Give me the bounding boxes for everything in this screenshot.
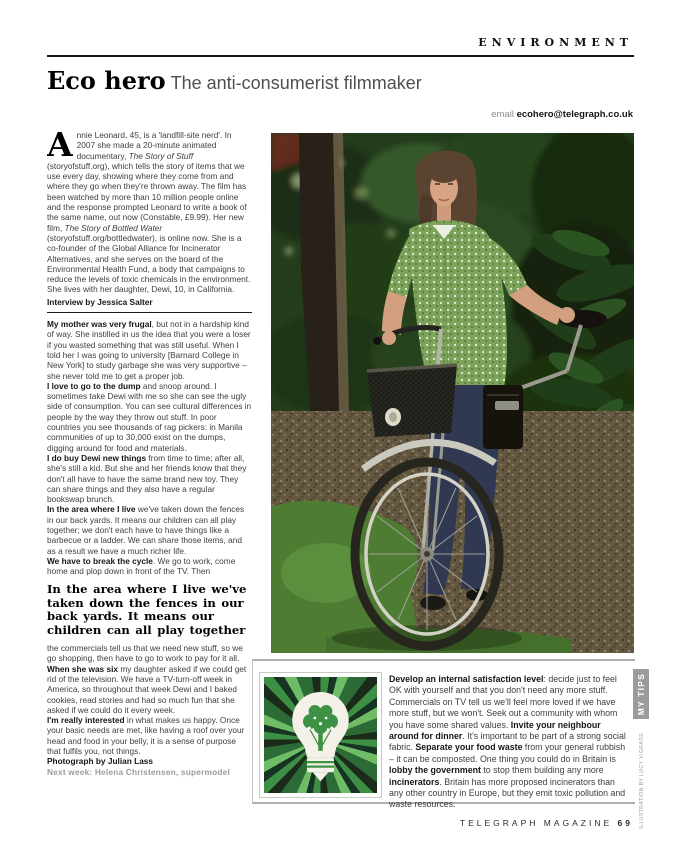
next-week-teaser: Next week: Helena Christensen, supermodel bbox=[47, 766, 230, 777]
magazine-name: TELEGRAPH MAGAZINE bbox=[459, 818, 613, 828]
pull-quote: In the area where I live we've taken down the fences in our back yards. It means our children can all play together bbox=[47, 582, 247, 637]
page-title: Eco hero bbox=[47, 66, 166, 95]
illustration-credit: ILLUSTRATION BY LUCY VIGRASS bbox=[639, 733, 645, 829]
interview-paragraph: When she was six my daughter asked if we could get rid of the television. We have a TV-turn-off week in America, so throughout that week Dewi and I baked cookies, read stories and had so much fun that she asked if we could do it every week. bbox=[47, 663, 247, 715]
interview-byline: Interview by Jessica Salter bbox=[47, 296, 153, 307]
interview-paragraph: My mother was very frugal, but not in a hardship kind of way. She instilled in us the idea that you were a loser if you wasted something that was still useful. When I told her I was going to university [Barnard College in New York] to study garbage she was very supportive – she never told me to get a proper job. bbox=[47, 319, 251, 381]
my-tips-box bbox=[252, 659, 635, 810]
email-label: email bbox=[491, 109, 514, 120]
photo-credit: Photograph by Julian Lass bbox=[47, 756, 154, 767]
interview-paragraph: I love to go to the dump and snoop around. I sometimes take Dewi with me so she can see the ugly side of consumption. You can see cultural differences in people by the way they throw out stuff. In poor countries you see thousands of rag pickers: in Manila communities of up to 30,000 exist on the dumps, digging around for food and materials. bbox=[47, 380, 252, 453]
section-label: ENVIRONMENT bbox=[478, 36, 633, 49]
interview-paragraph: We have to break the cycle. We go to work, come home and plop down in front of the TV. Then bbox=[47, 555, 236, 577]
my-tips-tab bbox=[633, 669, 649, 719]
interview-paragraph: In the area where I live we've taken down the fences in our back yards. It means our children can all play together; we don't each have to have things like a barbecue or a ladder. We can share those items, and as a result we have a much richer life. bbox=[47, 504, 245, 556]
drop-cap: A bbox=[47, 130, 73, 164]
column-rule bbox=[47, 312, 252, 313]
intro-paragraph bbox=[47, 130, 252, 295]
page-number: 69 bbox=[617, 818, 633, 828]
hero-photo-illustration bbox=[271, 133, 634, 653]
hero-photo bbox=[271, 133, 634, 653]
header-rule bbox=[47, 55, 634, 57]
lightbulb-illustration-frame bbox=[259, 672, 382, 798]
contact-email-line bbox=[491, 109, 633, 120]
interview-paragraph: I do buy Dewi new things from time to time; after all, she's still a kid. But she and her friends know that they don't all have to have the same brand new toy. They can share things and they also have a regular bookswap brunch. bbox=[47, 452, 247, 505]
intro-text: nnie Leonard, 45, is a 'landfill-site nerd'. In 2007 she made a 20-minute animated documentary, The Story of Stuff (storyofstuff.org), which tells the story of items that we use every day, showing where they come from and where they go when they're thrown away. The film has been watched by more than 10 million people online and the response prompted Leonard to write a book of the same name, out now (Constable, £9.99). Her new film, The Story of Bottled Water (storyofstuff.org/bottledwater), is online now. She is a co-founder of the Global Alliance for Incinerator Alternatives, and she serves on the board of the Environmental Health Fund, a body that campaigns to reduce the levels of toxic chemicals in the environment. She lives with her daughter, Dewi, 10, in California. bbox=[47, 130, 251, 295]
lightbulb-icon bbox=[264, 677, 377, 793]
tips-text: Develop an internal satisfaction level: decide just to feel OK with yourself and that you don't need any more stuff. Commercials on TV tell us we'll feel more loved if we have more stuff, but we won't. Seek out a community with whom you have some shared values. Invite your neighbour around for dinner. It's important to be part of a strong social fabric. Separate your food waste from your general rubbish – it can be composted. One thing you could do in Britain is lobby the government to stop them building any more incinerators. Britain has more proposed incinerators than any other country in Europe, but they emit toxic pollution and waste resources. bbox=[389, 674, 626, 810]
my-tips-tab-label: MY TIPS bbox=[636, 672, 646, 716]
interview-paragraph: I'm really interested in what makes us happy. Once your basic needs are met, like having a roof over your head and food in your belly, it is a sense of purpose that fulfils you, not things. bbox=[47, 715, 245, 757]
interview-paragraph: the commercials tell us that we need new stuff, so we go shopping, then have to go to work to pay for it all. bbox=[47, 643, 243, 664]
page-footer bbox=[460, 818, 633, 828]
page-subtitle: The anti-consumerist filmmaker bbox=[170, 73, 422, 93]
lightbulb-illustration bbox=[264, 677, 377, 793]
article-column bbox=[47, 130, 252, 804]
email-address-link[interactable]: ecohero@telegraph.co.uk bbox=[516, 109, 633, 120]
page-headline bbox=[47, 66, 422, 95]
